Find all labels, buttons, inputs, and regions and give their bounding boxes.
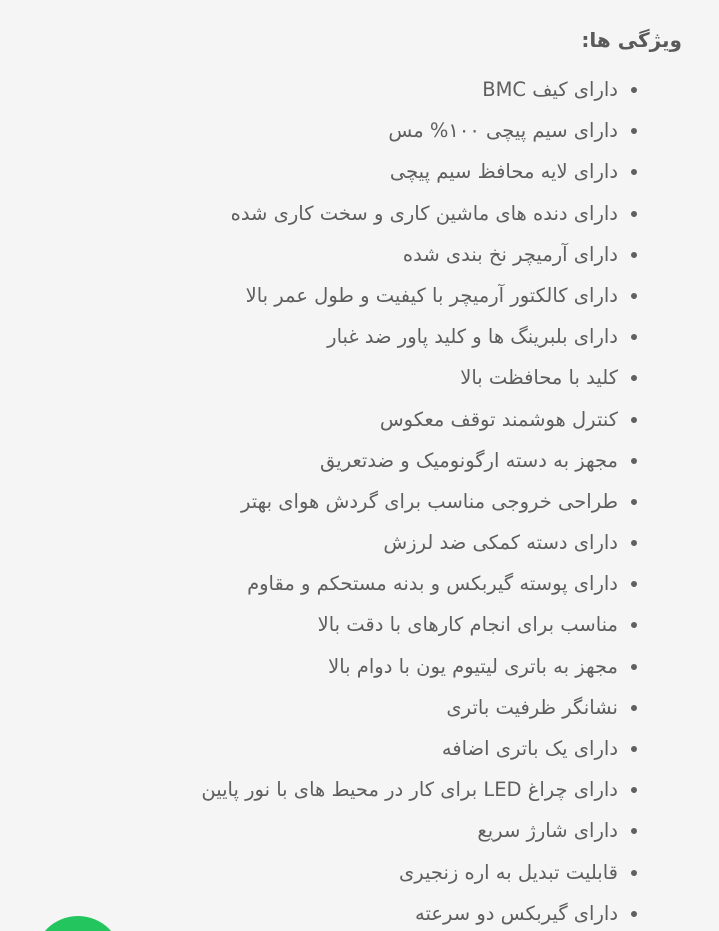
feature-text: مجهز به دسته ارگونومیک و ضدتعریق [320, 448, 618, 472]
bullet-icon [631, 169, 637, 175]
bullet-icon [631, 664, 637, 670]
feature-text: دارای دسته کمکی ضد لرزش [383, 531, 618, 555]
feature-text: نشانگر ظرفیت باتری [446, 695, 618, 719]
feature-item [201, 316, 719, 357]
feature-item [201, 69, 719, 110]
bullet-icon [631, 417, 637, 423]
bullet-icon [631, 828, 637, 834]
bullet-icon [631, 787, 637, 793]
feature-text: دارای لایه محافظ سیم پیچی [389, 160, 618, 184]
feature-item [201, 481, 719, 522]
feature-text: دارای آرمیچر نخ بندی شده [402, 242, 618, 266]
feature-text: طراحی خروجی مناسب برای گردش هوای بهتر [241, 489, 618, 513]
feature-text: دارای یک باتری اضافه [441, 737, 618, 760]
feature-item [201, 151, 719, 192]
bullet-icon [631, 211, 637, 217]
feature-item [201, 357, 719, 398]
feature-text: دارای بلبرینگ ها و کلید پاور ضد غبار [327, 325, 618, 349]
bullet-icon [631, 293, 637, 299]
feature-item [201, 399, 719, 440]
feature-item [201, 769, 719, 810]
bullet-icon [631, 87, 637, 93]
feature-text: دارای پوسته گیربکس و بدنه مستحکم و مقاوم [247, 572, 618, 596]
bullet-icon [631, 870, 637, 876]
bullet-icon [631, 499, 637, 505]
feature-text: دارای دنده های ماشین کاری و سخت کاری شده [230, 201, 618, 225]
feature-text: دارای شارژ سریع [477, 819, 618, 843]
feature-text: کنترل هوشمند توقف معکوس [379, 407, 618, 431]
feature-item [201, 893, 719, 931]
feature-text: دارای چراغ LED برای کار در محیط های با نور پایین [201, 778, 618, 802]
bullet-icon [631, 375, 637, 381]
features-title: ویژگی ها: [581, 28, 682, 52]
feature-item [201, 687, 719, 728]
bullet-icon [631, 622, 637, 628]
feature-item [201, 440, 719, 481]
feature-text: دارای سیم پیچی ۱۰۰% مس [388, 119, 618, 143]
feature-item [201, 234, 719, 275]
feature-item [201, 563, 719, 604]
feature-item [201, 193, 719, 234]
features-list [201, 69, 719, 931]
bullet-icon [631, 581, 637, 587]
feature-text: دارای کیف BMC [482, 78, 618, 101]
feature-text: مجهز به باتری لیتیوم یون با دوام بالا [328, 654, 618, 678]
feature-item [201, 110, 719, 151]
bullet-icon [631, 252, 637, 258]
feature-item [201, 810, 719, 851]
feature-item [201, 646, 719, 687]
feature-text: دارای گیربکس دو سرعته [415, 901, 618, 925]
bullet-icon [631, 334, 637, 340]
feature-item [201, 604, 719, 645]
bullet-icon [631, 746, 637, 752]
bullet-icon [631, 705, 637, 711]
feature-item [201, 522, 719, 563]
feature-item [201, 852, 719, 893]
bullet-icon [631, 458, 637, 464]
feature-text: مناسب برای انجام کارهای با دقت بالا [317, 613, 618, 637]
feature-item [201, 275, 719, 316]
bullet-icon [631, 540, 637, 546]
bullet-icon [631, 911, 637, 917]
feature-text: دارای کالکتور آرمیچر با کیفیت و طول عمر بالا [245, 283, 618, 307]
bullet-icon [631, 128, 637, 134]
feature-text: قابلیت تبدیل به اره زنجیری [399, 860, 618, 884]
feature-text: کلید با محافظت بالا [460, 366, 618, 390]
feature-item [201, 728, 719, 769]
chat-button[interactable] [34, 916, 122, 931]
